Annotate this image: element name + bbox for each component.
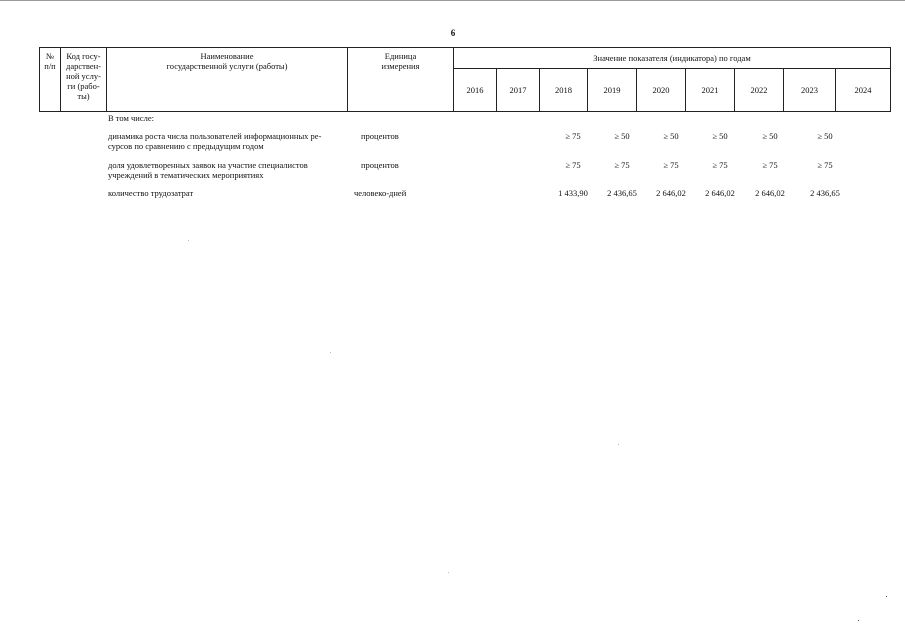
- header-year-2018: 2018: [540, 69, 588, 112]
- scan-speck: [448, 572, 449, 573]
- row-3-value-2022: 2 646,02: [705, 188, 735, 198]
- row-1-name-line-1: динамика роста числа пользователей информационных ре-: [108, 131, 322, 141]
- row-3-value-2021: 2 646,02: [656, 188, 686, 198]
- header-year-2023: 2023: [784, 69, 836, 112]
- row-2-unit: процентов: [361, 160, 399, 170]
- row-1-value-2022: ≥ 50: [712, 131, 728, 141]
- header-unit-line: Единица: [384, 51, 417, 61]
- row-1-name-line-2: сурсов по сравнению с предыдущим годом: [108, 141, 264, 151]
- header-cell-service-code: [61, 48, 107, 112]
- row-3-value-2024: 2 436,65: [810, 188, 840, 198]
- header-number-line-1: №: [45, 51, 55, 61]
- header-year-2020: 2020: [637, 69, 686, 112]
- header-code-line: ной услу-: [66, 71, 101, 81]
- row-3-value-2019: 1 433,90: [558, 188, 588, 198]
- subheading-including: В том числе:: [108, 113, 154, 123]
- header-year-2024: 2024: [836, 69, 891, 112]
- row-2-name-line-2: учреждений в тематических мероприятиях: [108, 170, 264, 180]
- row-3-value-2023: 2 646,02: [755, 188, 785, 198]
- scan-speck: [330, 352, 331, 353]
- row-3-unit: человеко-дней: [354, 188, 407, 198]
- header-year-2021: 2021: [686, 69, 735, 112]
- header-name-line: государственной услуги (работы): [166, 61, 288, 71]
- page-number: 6: [450, 28, 456, 38]
- header-year-2017: 2017: [497, 69, 540, 112]
- row-1-value-2019: ≥ 75: [565, 131, 581, 141]
- row-1-value-2021: ≥ 50: [663, 131, 679, 141]
- header-unit-line: измерения: [381, 61, 420, 71]
- header-year-2019: 2019: [588, 69, 637, 112]
- scan-speck: [886, 596, 887, 597]
- indicator-table-header: [39, 47, 891, 112]
- scan-speck: [858, 620, 859, 621]
- row-2-value-2019: ≥ 75: [565, 160, 581, 170]
- row-1-unit: процентов: [361, 131, 399, 141]
- header-code-line: дарствен-: [66, 61, 101, 71]
- row-2-value-2022: ≥ 75: [712, 160, 728, 170]
- header-name-line: Наименование: [200, 51, 254, 61]
- row-2-value-2021: ≥ 75: [663, 160, 679, 170]
- header-cell-unit: [348, 48, 454, 112]
- scan-top-edge-line: [0, 0, 905, 1]
- header-cell-number: [40, 48, 61, 112]
- row-3-value-2020: 2 436,65: [607, 188, 637, 198]
- header-number-line-2: п/п: [44, 61, 56, 71]
- scan-speck: [188, 240, 189, 241]
- header-code-line: Код госу-: [66, 51, 101, 61]
- header-cell-service-name: [107, 48, 348, 112]
- row-2-value-2020: ≥ 75: [614, 160, 630, 170]
- row-2-name-line-1: доля удовлетворенных заявок на участие специалистов: [108, 160, 308, 170]
- scan-speck: [618, 444, 619, 445]
- row-1-value-2023: ≥ 50: [762, 131, 778, 141]
- row-3-name-line-1: количество трудозатрат: [108, 188, 194, 198]
- header-code-line: ги (рабо-: [67, 81, 100, 91]
- row-2-value-2024: ≥ 75: [817, 160, 833, 170]
- header-year-2016: 2016: [454, 69, 497, 112]
- header-code-line: ты): [77, 91, 90, 101]
- header-year-2022: 2022: [735, 69, 784, 112]
- row-2-value-2023: ≥ 75: [762, 160, 778, 170]
- row-1-value-2024: ≥ 50: [817, 131, 833, 141]
- row-1-value-2020: ≥ 50: [614, 131, 630, 141]
- header-cell-values-by-year: Значение показателя (индикатора) по годам: [454, 48, 891, 69]
